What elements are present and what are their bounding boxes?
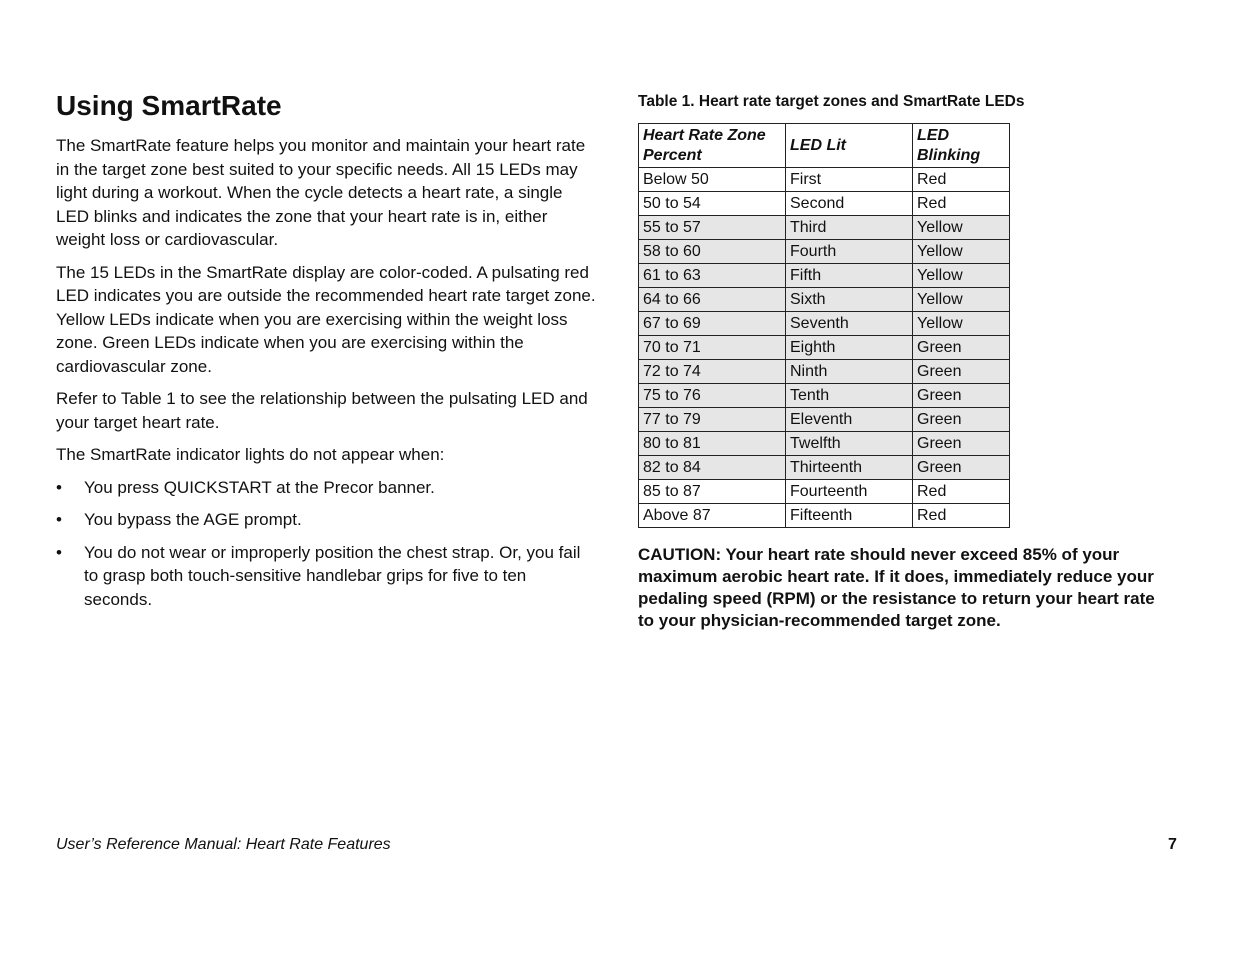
table-row [639, 432, 1010, 456]
cell-led-blinking: Green [913, 336, 1010, 360]
cell-led-blinking: Red [913, 504, 1010, 528]
table-row [639, 312, 1010, 336]
heart-rate-zone-table [638, 123, 1010, 528]
table-row [639, 288, 1010, 312]
table-row [639, 456, 1010, 480]
left-column [56, 88, 596, 620]
cell-led-lit: Tenth [786, 384, 913, 408]
cell-zone-percent: 67 to 69 [639, 312, 786, 336]
cell-led-lit: Fifth [786, 264, 913, 288]
table-header-row [639, 124, 1010, 168]
cell-led-lit: First [786, 168, 913, 192]
cell-led-lit: Fourth [786, 240, 913, 264]
bullet-icon: • [56, 510, 62, 529]
table-row [639, 216, 1010, 240]
caution-note: CAUTION: Your heart rate should never exceed 85% of your maximum aerobic heart rate. If it does, immediately reduce your pedaling speed (RPM) or the resistance to return your heart rate to your physician-recommended target zone. [638, 545, 1155, 630]
table-row [639, 192, 1010, 216]
list-item-text: You do not wear or improperly position the chest strap. Or, you fail to grasp both touch-sensitive handlebar grips for five to ten seconds. [84, 542, 581, 609]
cell-led-blinking: Yellow [913, 312, 1010, 336]
table-row [639, 480, 1010, 504]
cell-led-blinking: Green [913, 456, 1010, 480]
cell-zone-percent: 50 to 54 [639, 192, 786, 216]
table-row [639, 264, 1010, 288]
cell-led-lit: Seventh [786, 312, 913, 336]
bullet-icon: • [56, 542, 62, 562]
header-led-blinking: LED Blinking [913, 124, 1010, 168]
paragraph-led-colors: The 15 LEDs in the SmartRate display are color-coded. A pulsating red LED indicates you are outside the recommended heart rate target zone. Yellow LEDs indicate when you are exercising within the weight loss zone. Green LEDs indicate when you are exercising within the cardiovascular zone. [56, 262, 596, 376]
table-caption: Table 1. Heart rate target zones and SmartRate LEDs [638, 93, 1025, 110]
cell-zone-percent: 55 to 57 [639, 216, 786, 240]
cell-led-lit: Thirteenth [786, 456, 913, 480]
table-row [639, 504, 1010, 528]
list-item [56, 541, 596, 612]
cell-zone-percent: 85 to 87 [639, 480, 786, 504]
paragraph-refer-table: Refer to Table 1 to see the relationship between the pulsating LED and your target heart rate. [56, 389, 588, 432]
cell-led-blinking: Red [913, 168, 1010, 192]
cell-zone-percent: Below 50 [639, 168, 786, 192]
table-row [639, 360, 1010, 384]
cell-zone-percent: 82 to 84 [639, 456, 786, 480]
cell-led-blinking: Green [913, 360, 1010, 384]
cell-led-blinking: Yellow [913, 288, 1010, 312]
table-row [639, 168, 1010, 192]
cell-zone-percent: 75 to 76 [639, 384, 786, 408]
cell-zone-percent: 61 to 63 [639, 264, 786, 288]
cell-led-lit: Eighth [786, 336, 913, 360]
table-row [639, 336, 1010, 360]
cell-zone-percent: 77 to 79 [639, 408, 786, 432]
cell-zone-percent: 70 to 71 [639, 336, 786, 360]
list-item [56, 476, 596, 500]
condition-list [56, 476, 596, 612]
right-column [638, 92, 1178, 632]
cell-led-blinking: Red [913, 192, 1010, 216]
cell-led-blinking: Yellow [913, 264, 1010, 288]
list-item-text: You bypass the AGE prompt. [84, 510, 302, 529]
header-led-lit: LED Lit [786, 124, 913, 168]
cell-led-blinking: Yellow [913, 216, 1010, 240]
cell-led-blinking: Yellow [913, 240, 1010, 264]
cell-led-blinking: Green [913, 432, 1010, 456]
list-item [56, 508, 596, 532]
cell-zone-percent: 58 to 60 [639, 240, 786, 264]
cell-led-lit: Ninth [786, 360, 913, 384]
page-number: 7 [1168, 836, 1177, 853]
table-row [639, 408, 1010, 432]
table-row [639, 384, 1010, 408]
table-row [639, 240, 1010, 264]
cell-led-blinking: Green [913, 384, 1010, 408]
bullet-icon: • [56, 477, 62, 497]
table-body [639, 168, 1010, 528]
cell-led-blinking: Red [913, 480, 1010, 504]
cell-led-blinking: Green [913, 408, 1010, 432]
cell-led-lit: Fourteenth [786, 480, 913, 504]
cell-zone-percent: Above 87 [639, 504, 786, 528]
cell-led-lit: Fifteenth [786, 504, 913, 528]
cell-led-lit: Eleventh [786, 408, 913, 432]
footer-title: User’s Reference Manual: Heart Rate Features [56, 836, 391, 853]
cell-led-lit: Twelfth [786, 432, 913, 456]
paragraph-lights-not-appear: The SmartRate indicator lights do not appear when: [56, 445, 445, 464]
cell-zone-percent: 80 to 81 [639, 432, 786, 456]
cell-led-lit: Third [786, 216, 913, 240]
cell-zone-percent: 72 to 74 [639, 360, 786, 384]
paragraph-intro: The SmartRate feature helps you monitor and maintain your heart rate in the target zone best suited to your specific needs. All 15 LEDs may light during a workout. When the cycle detects a heart rate, a single LED blinks and indicates the zone that your heart rate is in, either weight loss or cardiovascular. [56, 136, 586, 249]
section-heading: Using SmartRate [56, 90, 282, 121]
header-zone-percent: Heart Rate Zone Percent [639, 124, 786, 168]
list-item-text: You press QUICKSTART at the Precor banner. [84, 477, 435, 497]
cell-led-lit: Second [786, 192, 913, 216]
cell-zone-percent: 64 to 66 [639, 288, 786, 312]
cell-led-lit: Sixth [786, 288, 913, 312]
